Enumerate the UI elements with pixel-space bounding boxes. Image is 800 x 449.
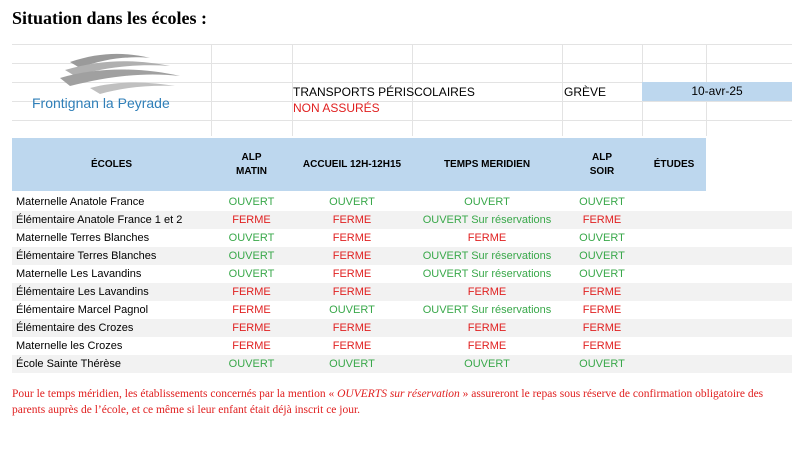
table-row (12, 229, 792, 247)
table-row (12, 337, 792, 355)
status-cell-etudes (642, 265, 706, 283)
status-cell-accueil: FERME (332, 232, 372, 244)
status-cell-meridien: OUVERT Sur réservations (422, 268, 552, 280)
status-cell-etudes (642, 193, 706, 211)
footnote-emphasis: OUVERTS sur réservation (337, 388, 460, 400)
status-cell-etudes (642, 283, 706, 301)
status-cell-accueil: FERME (332, 286, 372, 298)
status-cell-etudes (642, 355, 706, 373)
school-name: Maternelle Les Lavandins (16, 268, 142, 280)
status-cell-meridien: FERME (467, 340, 507, 352)
status-cell-meridien: FERME (467, 232, 507, 244)
status-cell-alp-matin: FERME (232, 304, 271, 316)
status-cell-meridien: OUVERT (464, 196, 510, 208)
page-title: Situation dans les écoles : (12, 8, 208, 28)
status-cell-meridien: FERME (467, 322, 507, 334)
status-cell-alp-matin: OUVERT (228, 196, 275, 208)
school-name: Élémentaire Marcel Pagnol (16, 304, 149, 316)
non-assures-label: NON ASSURÉS (293, 101, 380, 115)
status-cell-etudes (642, 301, 706, 319)
status-cell-alp-soir: FERME (582, 340, 622, 352)
status-cell-alp-soir: OUVERT (579, 268, 625, 280)
status-cell-alp-soir: FERME (582, 304, 622, 316)
gridline (12, 44, 792, 45)
column-header-etudes: ÉTUDES (653, 158, 695, 170)
column-header-accueil: ACCUEIL 12H-12H15 (302, 158, 402, 170)
status-cell-alp-matin: FERME (232, 286, 271, 298)
table-row (12, 283, 792, 301)
strike-date: 10-avr-25 (642, 82, 792, 101)
table-header (12, 138, 706, 191)
status-cell-alp-soir: OUVERT (579, 232, 625, 244)
table-row (12, 193, 792, 211)
status-cell-etudes (642, 337, 706, 355)
gridline (562, 44, 563, 136)
status-cell-alp-matin: OUVERT (228, 232, 275, 244)
status-cell-accueil: OUVERT (329, 304, 375, 316)
status-cell-alp-matin: OUVERT (228, 358, 275, 370)
status-cell-alp-matin: OUVERT (228, 268, 275, 280)
column-header-alp-soir: ALP SOIR (589, 151, 615, 177)
footnote-text-end: » assureront le repas sous réserve de confirmation obligatoire des parents auprès de l’école, et ce même si leur enfant était déjà inscrit ce jour. (12, 388, 764, 416)
status-cell-meridien: OUVERT Sur réservations (422, 304, 552, 316)
footnote (12, 386, 792, 418)
transport-label: TRANSPORTS PÉRISCOLAIRES (293, 85, 475, 99)
status-cell-accueil: FERME (332, 214, 372, 226)
status-cell-meridien: OUVERT Sur réservations (422, 250, 552, 262)
status-cell-accueil: FERME (332, 340, 372, 352)
status-cell-alp-matin: OUVERT (228, 250, 275, 262)
status-cell-alp-matin: FERME (232, 340, 271, 352)
status-cell-etudes (642, 319, 706, 337)
table-row (12, 211, 792, 229)
school-name: École Sainte Thérèse (16, 358, 121, 370)
status-cell-alp-soir: FERME (582, 286, 622, 298)
table-row (12, 301, 792, 319)
status-cell-meridien: FERME (467, 286, 507, 298)
status-cell-alp-soir: OUVERT (579, 250, 625, 262)
status-cell-alp-soir: OUVERT (579, 358, 625, 370)
school-name: Maternelle Anatole France (16, 196, 145, 208)
school-name: Élémentaire Terres Blanches (16, 250, 157, 262)
gridline (12, 120, 792, 121)
status-cell-etudes (642, 211, 706, 229)
school-name: Maternelle Terres Blanches (16, 232, 150, 244)
table-row (12, 355, 792, 373)
status-cell-etudes (642, 229, 706, 247)
status-cell-alp-soir: OUVERT (579, 196, 625, 208)
strike-label: GRÈVE (564, 85, 607, 99)
city-logo-text: Frontignan la Peyrade (32, 95, 170, 111)
footnote-text-start: Pour le temps méridien, les établissements concernés par la mention « (12, 388, 338, 400)
status-cell-etudes (642, 247, 706, 265)
status-cell-accueil: FERME (332, 268, 372, 280)
status-cell-meridien: OUVERT Sur réservations (422, 214, 552, 226)
status-cell-alp-soir: FERME (582, 322, 622, 334)
school-name: Élémentaire des Crozes (16, 322, 134, 334)
status-cell-accueil: FERME (332, 250, 372, 262)
status-cell-alp-matin: FERME (232, 322, 271, 334)
table-row (12, 319, 792, 337)
column-header-ecoles: ÉCOLES (90, 158, 133, 170)
status-cell-accueil: OUVERT (329, 358, 375, 370)
table-row (12, 265, 792, 283)
school-name: Élémentaire Anatole France 1 et 2 (16, 214, 183, 226)
status-cell-accueil: OUVERT (329, 196, 375, 208)
spreadsheet (12, 44, 792, 376)
table-row (12, 247, 792, 265)
column-header-alp-matin: ALP MATIN (236, 151, 267, 177)
status-cell-accueil: FERME (332, 322, 372, 334)
school-name: Maternelle les Crozes (16, 340, 123, 352)
status-cell-meridien: OUVERT (464, 358, 510, 370)
status-cell-alp-matin: FERME (232, 214, 271, 226)
column-header-temps-meridien: TEMPS MERIDIEN (443, 158, 531, 170)
school-name: Élémentaire Les Lavandins (16, 286, 149, 298)
status-cell-alp-soir: FERME (582, 214, 622, 226)
